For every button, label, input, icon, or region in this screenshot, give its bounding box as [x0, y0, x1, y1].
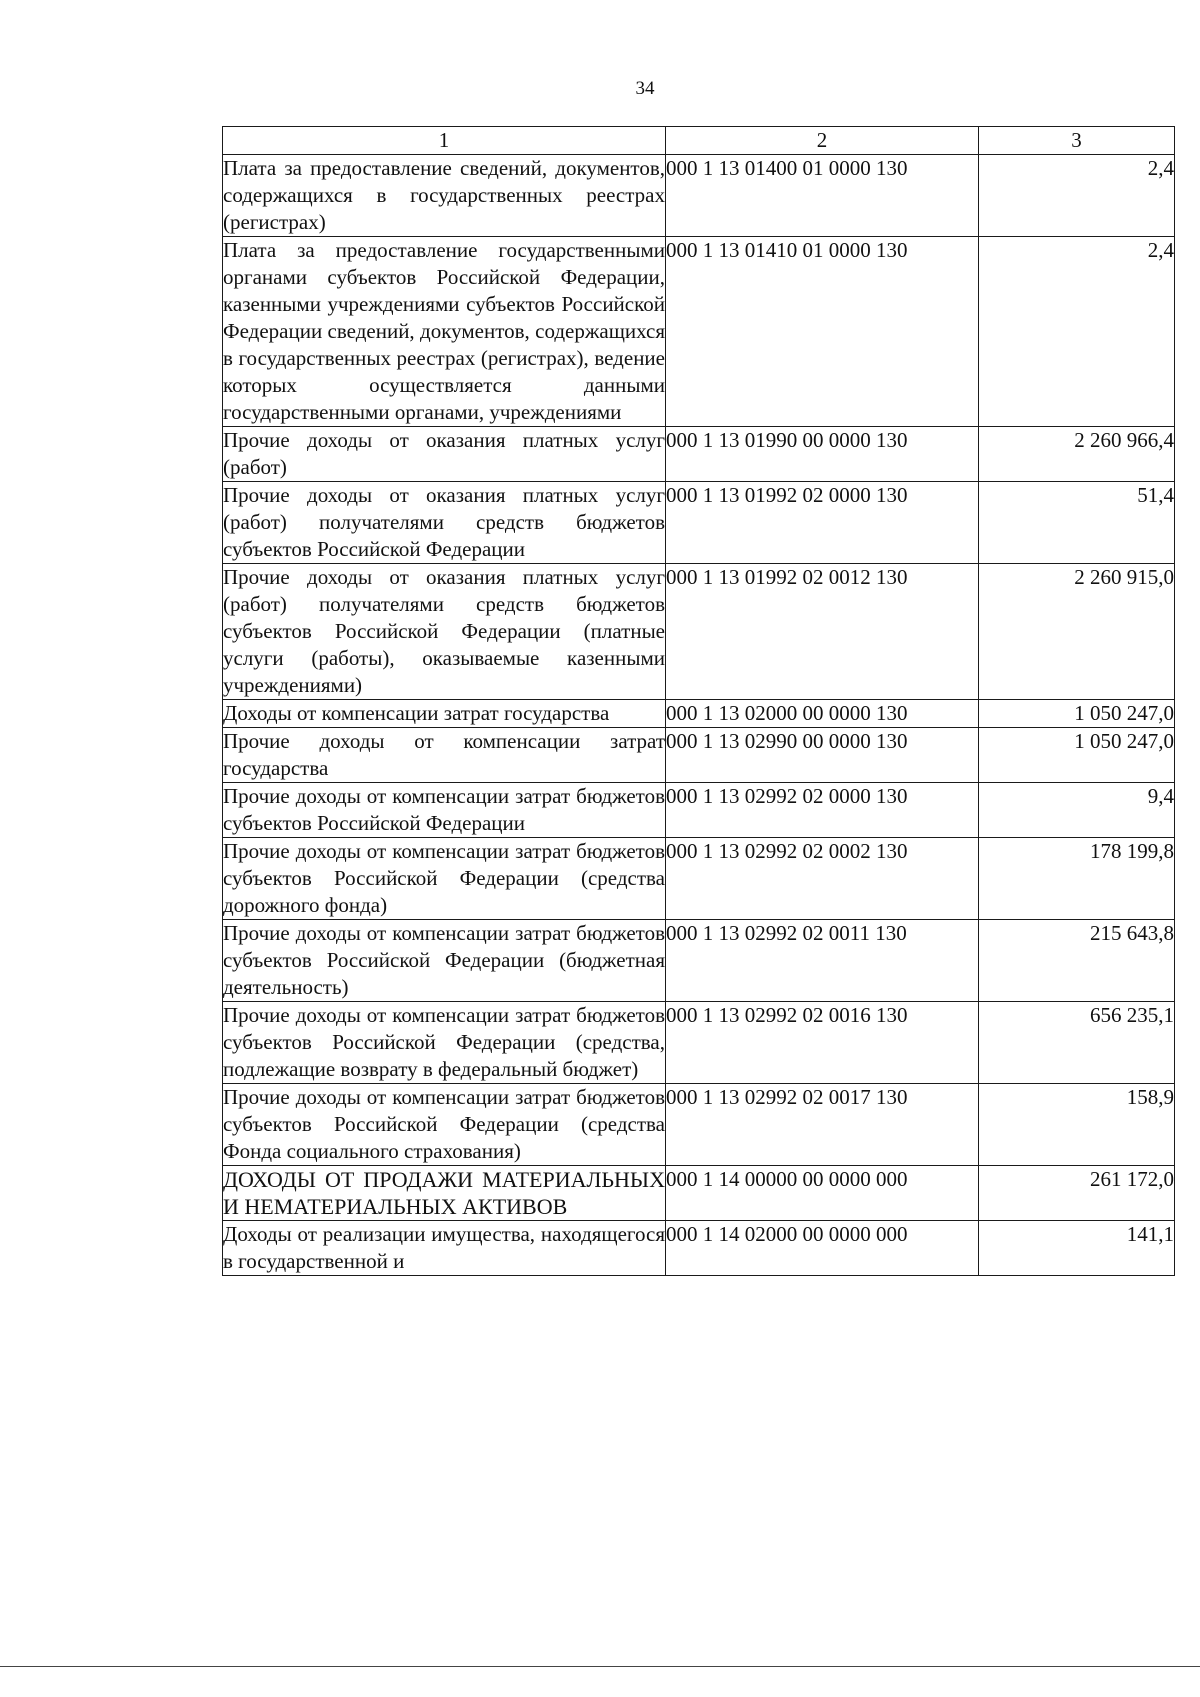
- amount-cell: 9,4: [979, 783, 1175, 838]
- table-row: [223, 1002, 1175, 1084]
- budget-code-cell: 000 1 13 01410 01 0000 130: [666, 237, 979, 427]
- budget-code-cell: 000 1 13 01992 02 0012 130: [666, 564, 979, 700]
- table-row: [223, 838, 1175, 920]
- revenue-name-cell: Прочие доходы от компенсации затрат бюджетов субъектов Российской Федерации (средства, подлежащие возврату в федеральный бюджет): [223, 1002, 666, 1084]
- revenue-name-cell: Плата за предоставление государственными органами субъектов Российской Федерации, казенными учреждениями субъектов Российской Федерации сведений, документов, содержащихся в государственных реестрах (регистрах), ведение которых осуществляется данными государственными органами, учреждениями: [223, 237, 666, 427]
- table-row: [223, 1221, 1175, 1276]
- amount-cell: 158,9: [979, 1084, 1175, 1166]
- table-row: [223, 700, 1175, 728]
- amount-cell: 141,1: [979, 1221, 1175, 1276]
- budget-code-cell: 000 1 13 02000 00 0000 130: [666, 700, 979, 728]
- revenue-name-cell: Доходы от реализации имущества, находящегося в государственной и: [223, 1221, 666, 1276]
- table-row: [223, 1084, 1175, 1166]
- page-number: 34: [635, 78, 655, 99]
- column-header-1: 1: [223, 127, 666, 155]
- revenue-name-cell: Прочие доходы от компенсации затрат бюджетов субъектов Российской Федерации (средства дорожного фонда): [223, 838, 666, 920]
- table-row: [223, 237, 1175, 427]
- table-row: [223, 427, 1175, 482]
- revenue-table: [222, 126, 1175, 1276]
- amount-cell: 2 260 915,0: [979, 564, 1175, 700]
- revenue-name-cell: Прочие доходы от компенсации затрат бюджетов субъектов Российской Федерации (бюджетная деятельность): [223, 920, 666, 1002]
- revenue-name-cell: Прочие доходы от оказания платных услуг (работ) получателями средств бюджетов субъектов Российской Федерации (платные услуги (работы), оказываемые казенными учреждениями): [223, 564, 666, 700]
- table-body: [223, 155, 1175, 1276]
- revenue-name-cell: ДОХОДЫ ОТ ПРОДАЖИ МАТЕРИАЛЬНЫХ И НЕМАТЕРИАЛЬНЫХ АКТИВОВ: [223, 1167, 665, 1219]
- revenue-name-cell: Прочие доходы от компенсации затрат бюджетов субъектов Российской Федерации: [223, 783, 666, 838]
- revenue-name-cell: Прочие доходы от компенсации затрат бюджетов субъектов Российской Федерации (средства Фонда социального страхования): [223, 1084, 666, 1166]
- table-row: [223, 1166, 1175, 1221]
- table-row: [223, 920, 1175, 1002]
- amount-cell: 656 235,1: [979, 1002, 1175, 1084]
- revenue-name-cell: Прочие доходы от оказания платных услуг (работ) получателями средств бюджетов субъектов Российской Федерации: [223, 482, 666, 564]
- column-header-2: 2: [666, 127, 979, 155]
- revenue-name-cell: Доходы от компенсации затрат государства: [223, 700, 666, 728]
- amount-cell: 2 260 966,4: [979, 427, 1175, 482]
- revenue-name-cell: Прочие доходы от компенсации затрат государства: [223, 728, 666, 783]
- column-header-3: 3: [979, 127, 1175, 155]
- amount-cell: 178 199,8: [979, 838, 1175, 920]
- table-row: [223, 564, 1175, 700]
- budget-code-cell: 000 1 13 01990 00 0000 130: [666, 427, 979, 482]
- amount-cell: 1 050 247,0: [979, 728, 1175, 783]
- budget-code-cell: 000 1 13 01992 02 0000 130: [666, 482, 979, 564]
- revenue-name-cell: Плата за предоставление сведений, документов, содержащихся в государственных реестрах (регистрах): [223, 155, 666, 237]
- budget-code-cell: 000 1 14 02000 00 0000 000: [666, 1221, 979, 1276]
- amount-cell: 261 172,0: [979, 1166, 1175, 1221]
- budget-code-cell: 000 1 13 01400 01 0000 130: [666, 155, 979, 237]
- amount-cell: 2,4: [979, 155, 1175, 237]
- page-bottom-rule: [0, 1666, 1200, 1667]
- table-row: [223, 482, 1175, 564]
- budget-code-cell: 000 1 13 02992 02 0017 130: [666, 1084, 979, 1166]
- table-row: [223, 783, 1175, 838]
- revenue-name-cell: Прочие доходы от оказания платных услуг (работ): [223, 427, 666, 482]
- amount-cell: 51,4: [979, 482, 1175, 564]
- budget-code-cell: 000 1 13 02990 00 0000 130: [666, 728, 979, 783]
- table-row: [223, 155, 1175, 237]
- amount-cell: 1 050 247,0: [979, 700, 1175, 728]
- budget-code-cell: 000 1 13 02992 02 0011 130: [666, 920, 979, 1002]
- amount-cell: 215 643,8: [979, 920, 1175, 1002]
- table-header-row: [223, 127, 1175, 155]
- table-row: [223, 728, 1175, 783]
- budget-code-cell: 000 1 14 00000 00 0000 000: [666, 1166, 979, 1221]
- budget-code-cell: 000 1 13 02992 02 0000 130: [666, 783, 979, 838]
- amount-cell: 2,4: [979, 237, 1175, 427]
- budget-code-cell: 000 1 13 02992 02 0002 130: [666, 838, 979, 920]
- budget-code-cell: 000 1 13 02992 02 0016 130: [666, 1002, 979, 1084]
